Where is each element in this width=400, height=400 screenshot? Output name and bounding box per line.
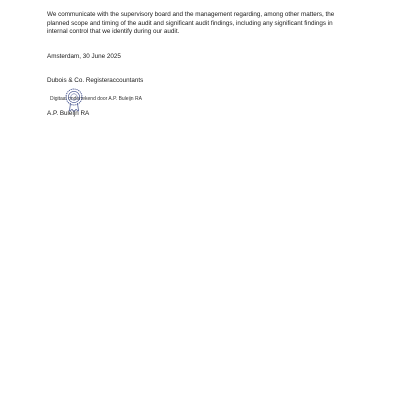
firm-name: Dubois & Co. Registeraccountants xyxy=(47,77,144,84)
signer-name: A.P. Buleijn RA xyxy=(47,110,90,117)
digital-signature-block xyxy=(48,88,188,110)
place-and-date: Amsterdam, 30 June 2025 xyxy=(47,53,121,60)
digital-signature-text: Digitaal ondertekend door A.P. Buleijn RA xyxy=(50,96,142,102)
body-paragraph: We communicate with the supervisory board and the management regarding, among other matters, the planned scope and timing of the audit and significant audit findings, including any significant findings in internal control that we identify during our audit. xyxy=(47,11,335,36)
signature-seal-icon xyxy=(64,88,84,112)
